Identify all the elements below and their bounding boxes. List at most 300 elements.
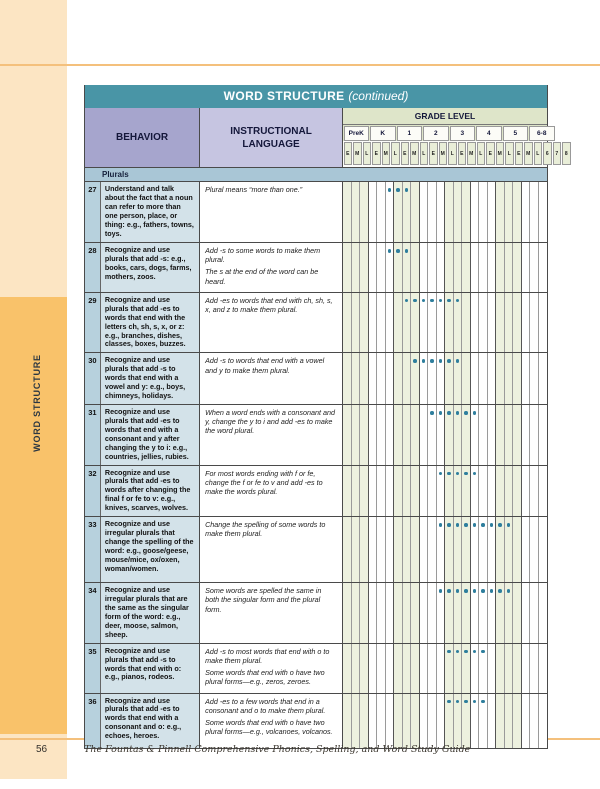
grade-grid-cell	[496, 583, 505, 643]
grade-grid-cell	[411, 466, 420, 517]
grade-grid-cell	[505, 694, 514, 748]
grade-grid-cell	[428, 583, 437, 643]
instructional-text	[200, 243, 343, 292]
grade-grid-cell	[445, 517, 454, 582]
behavior-row	[85, 644, 547, 694]
grade-grid-cell	[488, 583, 497, 643]
grade-dot	[439, 359, 443, 363]
grade-grid-cell	[403, 243, 412, 292]
grade-grid-cell	[420, 182, 429, 242]
grade-grid-cell	[539, 293, 548, 353]
page-number: 56	[36, 744, 48, 755]
behavior-number: 32	[85, 466, 101, 517]
grade-grid-cell	[377, 694, 386, 748]
grade-grid	[343, 243, 547, 292]
grade-grid-cell	[360, 243, 369, 292]
behavior-number: 30	[85, 353, 101, 404]
grade-dot	[430, 359, 434, 363]
grade-grid-cell	[411, 405, 420, 465]
grade-dot	[447, 523, 451, 527]
grade-dot	[447, 299, 451, 303]
grade-grid-cell	[505, 182, 514, 242]
grade-grid-cell	[445, 182, 454, 242]
grade-grid-cell	[471, 405, 480, 465]
grade-grid-cell	[462, 466, 471, 517]
grade-dot	[456, 650, 460, 654]
grade-grid-cell	[428, 293, 437, 353]
grade-dot	[430, 411, 434, 415]
grade-grid-cell	[369, 182, 378, 242]
grade-dot	[473, 700, 477, 704]
grade-grid-cell	[522, 243, 531, 292]
grade-grid-cell	[369, 644, 378, 693]
grade-grid-cell	[445, 293, 454, 353]
behavior-row	[85, 694, 547, 748]
grade-grid-cell	[513, 583, 522, 643]
grade-grid-cell	[496, 405, 505, 465]
grade-grid-cell	[437, 243, 446, 292]
grade-grid-cell	[522, 293, 531, 353]
grade-dot	[413, 299, 417, 303]
grade-grid-cell	[479, 405, 488, 465]
grade-sublevel-cell: L	[505, 142, 514, 165]
grade-grid-cell	[522, 182, 531, 242]
grade-grid-cell	[462, 293, 471, 353]
grade-grid-cell	[394, 466, 403, 517]
instructional-text	[200, 466, 343, 517]
grade-grid-cell	[411, 694, 420, 748]
grade-grid-cell	[471, 694, 480, 748]
top-rule	[0, 64, 600, 66]
grade-dot	[456, 411, 460, 415]
grade-label-cell: PreK	[344, 126, 370, 141]
grade-grid-cell	[462, 243, 471, 292]
grade-grid-cell	[420, 644, 429, 693]
sidebar-section-label: WORD STRUCTURE	[32, 354, 42, 452]
grade-grid	[343, 182, 547, 242]
grade-dot	[456, 472, 460, 476]
grade-grid-cell	[539, 405, 548, 465]
grade-grid-cell	[386, 182, 395, 242]
grade-grid-cell	[360, 517, 369, 582]
grade-grid-cell	[377, 405, 386, 465]
table-title: WORD STRUCTURE	[223, 89, 345, 103]
instructional-paragraph: Add -s to some words to make them plural.	[205, 246, 321, 265]
footer-book-title: The Fountas & Pinnell Comprehensive Phonics, Spelling, and Word Study Guide	[84, 744, 471, 755]
grade-label-cell: 1	[397, 126, 423, 141]
behavior-number: 36	[85, 694, 101, 748]
instructional-text	[200, 182, 343, 242]
grade-dot	[473, 650, 477, 654]
grade-grid-cell	[369, 405, 378, 465]
grade-grid-cell	[522, 466, 531, 517]
grade-grid-cell	[496, 243, 505, 292]
grade-grid-cell	[488, 644, 497, 693]
grade-grid-cell	[377, 583, 386, 643]
grade-grid-cell	[420, 293, 429, 353]
grade-grid-cell	[505, 517, 514, 582]
grade-dot	[405, 249, 409, 253]
grade-grid-cell	[377, 293, 386, 353]
instructional-language-column-header	[200, 108, 343, 167]
grade-grid-cell	[377, 353, 386, 404]
grade-dot	[388, 249, 392, 253]
table-title-suffix: (continued)	[348, 89, 409, 103]
grade-grid-cell	[420, 694, 429, 748]
grade-dot	[464, 411, 468, 415]
grade-sublevel-cell: M	[524, 142, 533, 165]
grade-grid-cell	[386, 353, 395, 404]
grade-sublevel-cell: M	[467, 142, 476, 165]
grade-grid-cell	[462, 644, 471, 693]
grade-grid-cell	[522, 583, 531, 643]
behavior-row	[85, 353, 547, 405]
grade-grid-cell	[530, 583, 539, 643]
grade-sublevel-cell: E	[515, 142, 524, 165]
grade-dot	[473, 411, 477, 415]
grade-grid-cell	[386, 517, 395, 582]
grade-sublevel-cell: 6	[543, 142, 552, 165]
grade-dot	[473, 589, 477, 593]
grade-dot	[422, 359, 426, 363]
grade-grid-cell	[377, 644, 386, 693]
grade-grid-cell	[360, 466, 369, 517]
grade-grid-cell	[513, 694, 522, 748]
behavior-row	[85, 182, 547, 243]
instructional-text	[200, 644, 343, 693]
grade-grid-cell	[454, 694, 463, 748]
grade-dot	[498, 523, 502, 527]
grade-dot	[507, 589, 511, 593]
grade-grid-cell	[437, 466, 446, 517]
grade-grid-cell	[530, 243, 539, 292]
grade-dot	[481, 523, 485, 527]
grade-grid-cell	[539, 466, 548, 517]
grade-grid-cell	[522, 644, 531, 693]
instructional-paragraph: Some words that end with o have two plural forms—e.g., volcanoes, volcanos.	[205, 718, 333, 737]
instructional-paragraph: For most words ending with f or fe, change the f or fe to v and add -es to make the words plural.	[205, 468, 323, 496]
grade-grid	[343, 694, 547, 748]
grade-sublevel-cell: M	[410, 142, 419, 165]
grade-grid-cell	[496, 644, 505, 693]
grade-grid-cell	[513, 466, 522, 517]
grade-grid	[343, 353, 547, 404]
behavior-text: Recognize and use irregular plurals that are the same as the singular form of the word: e.g., deer, moose, salmon, sheep.	[101, 583, 200, 643]
grade-grid-cell	[496, 293, 505, 353]
grade-grid-cell	[411, 182, 420, 242]
grade-grid-cell	[454, 466, 463, 517]
grade-grid-cell	[505, 466, 514, 517]
grade-grid-cell	[403, 583, 412, 643]
grade-dot	[456, 359, 460, 363]
behavior-text: Recognize and use plurals that add -s: e.g., books, cars, dogs, farms, mothers, zoos.	[101, 243, 200, 292]
grade-label-cell: 6-8	[529, 126, 555, 141]
instructional-paragraph: Add -es to words that end with ch, sh, s, x, and z to make them plural.	[205, 295, 333, 315]
behavior-text: Understand and talk about the fact that a noun can refer to more than one person, place, or thing: e.g., fathers, towns, toys.	[101, 182, 200, 242]
grade-grid-cell	[505, 644, 514, 693]
grade-grid-cell	[522, 405, 531, 465]
grade-grid-cell	[411, 583, 420, 643]
grade-grid-cell	[471, 644, 480, 693]
grade-grid-cell	[471, 243, 480, 292]
grade-grid-cell	[394, 583, 403, 643]
grade-grid-cell	[369, 466, 378, 517]
grade-grid-cell	[428, 694, 437, 748]
grade-grid-cell	[394, 353, 403, 404]
grade-grid-cell	[479, 243, 488, 292]
grade-grid-cell	[539, 644, 548, 693]
behavior-text: Recognize and use plurals that add -es to words that end with a consonant and y after changing the y to i: e.g., countries, jellies, rubies.	[101, 405, 200, 465]
grade-label-cell: K	[370, 126, 396, 141]
grade-dot	[456, 700, 460, 704]
grade-grid-cell	[352, 466, 361, 517]
grade-grid-cell	[454, 182, 463, 242]
grade-grid-cell	[471, 583, 480, 643]
grade-sublevel-cell: E	[458, 142, 467, 165]
grade-grid-cell	[386, 583, 395, 643]
grade-dot	[447, 650, 451, 654]
grade-grid-cell	[530, 182, 539, 242]
behavior-row	[85, 583, 547, 644]
grade-grid-cell	[513, 243, 522, 292]
grade-sublevel-cell: M	[353, 142, 362, 165]
grade-grid-cell	[462, 517, 471, 582]
grade-grid-cell	[343, 293, 352, 353]
grade-grid-cell	[513, 293, 522, 353]
grade-dot	[498, 589, 502, 593]
grade-sublevel-cell: M	[439, 142, 448, 165]
grade-dot	[456, 299, 460, 303]
grade-grid-cell	[462, 182, 471, 242]
grade-grid-cell	[530, 405, 539, 465]
grade-grid-cell	[522, 517, 531, 582]
grade-grid-cell	[437, 644, 446, 693]
grade-grid-cell	[343, 405, 352, 465]
grade-dot	[473, 472, 477, 476]
instructional-paragraph: Add -s to words that end with a vowel and y to make them plural.	[205, 356, 325, 375]
grade-grid-cell	[386, 644, 395, 693]
grade-grid-cell	[369, 243, 378, 292]
table-title-bar	[85, 85, 547, 108]
grade-grid-cell	[496, 517, 505, 582]
grade-grid-cell	[394, 293, 403, 353]
grade-dot	[464, 589, 468, 593]
grade-sublevel-cell: L	[420, 142, 429, 165]
grade-dot	[430, 299, 434, 303]
grade-grid-cell	[454, 353, 463, 404]
grade-sublevel-cell: E	[486, 142, 495, 165]
grade-dot	[490, 589, 494, 593]
grade-dot	[447, 589, 451, 593]
instructional-text	[200, 583, 343, 643]
grade-sublevel-cell: E	[372, 142, 381, 165]
grade-dot	[507, 523, 511, 527]
grade-grid-cell	[352, 694, 361, 748]
word-structure-table	[84, 85, 568, 749]
grade-grid-cell	[471, 466, 480, 517]
grade-grid-cell	[369, 293, 378, 353]
grade-label-cell: 4	[476, 126, 502, 141]
grade-grid-cell	[369, 583, 378, 643]
grade-grid-cell	[437, 583, 446, 643]
instructional-text	[200, 694, 343, 748]
section-plurals-bar: Plurals	[85, 168, 547, 182]
grade-grid-cell	[479, 517, 488, 582]
grade-grid-cell	[539, 583, 548, 643]
grade-grid-cell	[343, 353, 352, 404]
grade-grid-cell	[479, 583, 488, 643]
grade-grid-cell	[352, 405, 361, 465]
grade-grid-cell	[394, 644, 403, 693]
grade-grid-cell	[445, 405, 454, 465]
grade-dot	[439, 523, 443, 527]
grade-grid-cell	[377, 466, 386, 517]
grade-dot	[481, 589, 485, 593]
grade-grid-cell	[377, 517, 386, 582]
grade-grid-cell	[420, 243, 429, 292]
grade-grid-cell	[352, 293, 361, 353]
grade-level-label: GRADE LEVEL	[343, 108, 547, 125]
grade-grid-cell	[454, 405, 463, 465]
grade-grid-cell	[352, 182, 361, 242]
grade-grid-cell	[496, 466, 505, 517]
grade-grid-cell	[479, 644, 488, 693]
grade-grid-cell	[496, 694, 505, 748]
grade-grid-cell	[522, 353, 531, 404]
grade-names-row	[343, 125, 547, 141]
grade-grid-cell	[394, 517, 403, 582]
grade-grid-cell	[437, 694, 446, 748]
grade-grid-cell	[403, 517, 412, 582]
grade-grid-cell	[454, 583, 463, 643]
grade-grid-cell	[505, 405, 514, 465]
behavior-number: 29	[85, 293, 101, 353]
grade-grid-cell	[445, 353, 454, 404]
grade-grid-cell	[445, 644, 454, 693]
grade-grid-cell	[377, 243, 386, 292]
grade-grid-cell	[428, 182, 437, 242]
grade-grid-cell	[360, 644, 369, 693]
grade-grid-cell	[420, 517, 429, 582]
grade-grid-cell	[343, 466, 352, 517]
behavior-number: 34	[85, 583, 101, 643]
grade-grid-cell	[420, 353, 429, 404]
grade-grid-cell	[369, 517, 378, 582]
grade-grid-cell	[505, 293, 514, 353]
grade-label-cell: 2	[423, 126, 449, 141]
grade-grid-cell	[428, 243, 437, 292]
instructional-text	[200, 353, 343, 404]
grade-grid-cell	[377, 182, 386, 242]
grade-grid-cell	[530, 694, 539, 748]
grade-dot	[413, 359, 417, 363]
grade-dot	[447, 472, 451, 476]
grade-grid-cell	[343, 583, 352, 643]
grade-grid-cell	[530, 517, 539, 582]
grade-sublevel-cell: M	[496, 142, 505, 165]
grade-grid-cell	[437, 353, 446, 404]
grade-grid-cell	[394, 405, 403, 465]
grade-grid-cell	[454, 517, 463, 582]
grade-dot	[481, 650, 485, 654]
grade-grid-cell	[420, 466, 429, 517]
table-header-row	[85, 108, 568, 168]
grade-grid-cell	[360, 405, 369, 465]
grade-dot	[481, 700, 485, 704]
grade-grid-cell	[403, 182, 412, 242]
grade-grid-cell	[539, 353, 548, 404]
behavior-text: Recognize and use plurals that add -es to words after changing the final f or fe to v: e.g., knives, scarves, wolves.	[101, 466, 200, 517]
grade-grid-cell	[403, 293, 412, 353]
instructional-language-label: INSTRUCTIONAL LANGUAGE	[230, 125, 312, 150]
grade-grid-cell	[505, 583, 514, 643]
grade-grid-cell	[420, 583, 429, 643]
grade-dot	[396, 188, 400, 192]
grade-grid-cell	[445, 694, 454, 748]
grade-grid-cell	[445, 243, 454, 292]
grade-grid-cell	[428, 466, 437, 517]
behavior-text: Recognize and use plurals that add -es to words that end with a consonant and o: e.g., echoes, heroes.	[101, 694, 200, 748]
grade-grid-cell	[471, 293, 480, 353]
grade-grid-cell	[488, 293, 497, 353]
grade-grid-cell	[428, 644, 437, 693]
behavior-row	[85, 517, 547, 583]
grade-grid-cell	[513, 182, 522, 242]
grade-grid-cell	[437, 293, 446, 353]
grade-grid-cell	[352, 243, 361, 292]
grade-dot	[464, 650, 468, 654]
instructional-paragraph: Add -s to most words that end with o to make them plural.	[205, 646, 330, 665]
grade-grid-cell	[343, 517, 352, 582]
grade-sublevel-cell: L	[391, 142, 400, 165]
grade-sublevel-cell: E	[344, 142, 353, 165]
grade-grid-cell	[369, 694, 378, 748]
grade-grid-cell	[411, 353, 420, 404]
grade-grid-cell	[505, 353, 514, 404]
grade-dot	[422, 299, 426, 303]
behavior-number: 31	[85, 405, 101, 465]
grade-grid-cell	[352, 353, 361, 404]
grade-grid-cell	[343, 243, 352, 292]
grade-grid-cell	[488, 353, 497, 404]
grade-dot	[473, 523, 477, 527]
grade-dot	[439, 589, 443, 593]
grade-grid-cell	[386, 243, 395, 292]
grade-grid-cell	[479, 694, 488, 748]
behavior-number: 33	[85, 517, 101, 582]
grade-grid-cell	[437, 517, 446, 582]
grade-grid-cell	[530, 644, 539, 693]
grade-grid-cell	[539, 182, 548, 242]
grade-grid-cell	[360, 182, 369, 242]
grade-grid-cell	[369, 353, 378, 404]
instructional-paragraph: Some words that end with o have two plural forms—e.g., zeros, zeroes.	[205, 668, 325, 687]
grade-dot	[464, 472, 468, 476]
grade-dot	[464, 700, 468, 704]
grade-grid	[343, 466, 547, 517]
behavior-text: Recognize and use plurals that add -es to words that end with the letters ch, sh, s, x, or z: e.g., branches, dishes, classes, boxes, buzzes.	[101, 293, 200, 353]
behavior-column-header: BEHAVIOR	[85, 108, 200, 167]
grade-grid	[343, 583, 547, 643]
grade-grid-cell	[394, 243, 403, 292]
grade-sublevel-cell: L	[534, 142, 543, 165]
grade-grid-cell	[352, 583, 361, 643]
grade-grid-cell	[530, 466, 539, 517]
behavior-rows	[85, 182, 547, 748]
behavior-row	[85, 466, 547, 518]
grade-grid-cell	[343, 694, 352, 748]
instructional-paragraph: Add -es to a few words that end in a consonant and o to make them plural.	[205, 696, 326, 715]
